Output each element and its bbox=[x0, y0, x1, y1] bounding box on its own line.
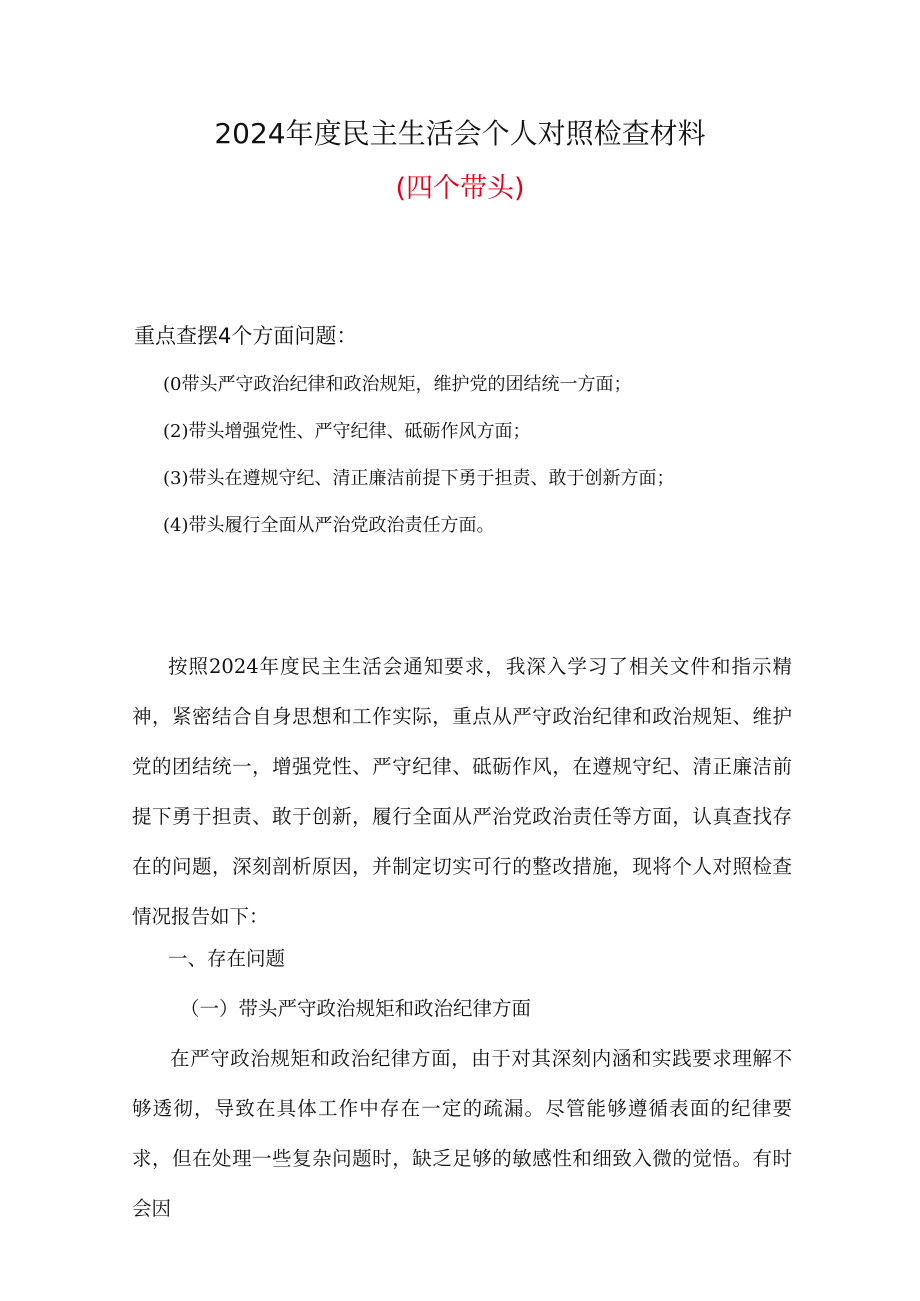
focus-heading: 重点查摆4个方面问题： bbox=[134, 324, 358, 348]
document-title: 2024年度民主生活会个人对照检查材料 bbox=[214, 117, 706, 150]
intro-paragraph: 按照2024年度民主生活会通知要求，我深入学习了相关文件和指示精神，紧密结合自身思想和工作实际，重点从严守政治纪律和政治规矩、维护党的团结统一，增强党性、严守纪律、砥砺作风，在遵规守纪、清正廉洁前提下勇于担责、敢于创新，履行全面从严治党政治责任等方面，认真查找存在的问题，深刻剖析原因，并制定切实可行的整改措施，现将个人对照检查情况报告如下： bbox=[132, 655, 792, 928]
focus-item: (4)带头履行全面从严治党政治责任方面。 bbox=[163, 515, 495, 536]
section-heading: 一、存在问题 bbox=[168, 947, 286, 970]
focus-item: (0带头严守政治纪律和政治规矩，维护党的团结统一方面； bbox=[163, 374, 632, 395]
focus-list bbox=[163, 370, 675, 558]
subsection-heading: （一）带头严守政治规矩和政治纪律方面 bbox=[180, 997, 532, 1020]
document-subtitle: (四个带头) bbox=[395, 173, 525, 204]
body-paragraph: 在严守政治规矩和政治纪律方面，由于对其深刻内涵和实践要求理解不够透彻，导致在具体工作中存在一定的疏漏。尽管能够遵循表面的纪律要求，但在处理一些复杂问题时，缺乏足够的敏感性和细致入微的觉悟。有时会因 bbox=[132, 1047, 792, 1220]
focus-item: (2)带头增强党性、严守纪律、砥砺作风方面； bbox=[163, 421, 531, 442]
focus-item: (3)带头在遵规守纪、清正廉洁前提下勇于担责、敢于创新方面； bbox=[163, 468, 675, 489]
